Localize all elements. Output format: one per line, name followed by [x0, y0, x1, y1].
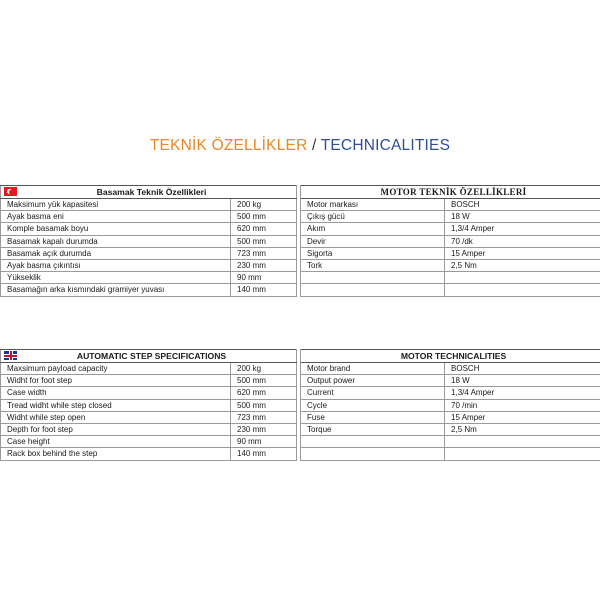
table-row — [1, 375, 600, 387]
english-spec-table — [0, 349, 600, 461]
table-row — [1, 223, 600, 235]
table-row — [1, 199, 600, 211]
step-label-cell: Rack box behind the step — [1, 448, 231, 460]
table-row — [1, 211, 600, 223]
step-label-cell: Widht for foot step — [1, 375, 231, 387]
step-value-cell: 620 mm — [231, 387, 297, 399]
motor-label-cell: Fuse — [301, 411, 445, 423]
step-value-cell: 200 kg — [231, 199, 297, 211]
table-row — [1, 448, 600, 460]
step-value-cell: 723 mm — [231, 247, 297, 259]
step-label-cell: Komple basamak boyu — [1, 223, 231, 235]
step-value-cell: 620 mm — [231, 223, 297, 235]
step-label-cell: Maksimum yük kapasitesi — [1, 199, 231, 211]
table-row — [1, 284, 600, 296]
motor-value-cell: 70 /min — [445, 399, 600, 411]
step-value-cell: 500 mm — [231, 211, 297, 223]
step-label-cell: Basamak açık durumda — [1, 247, 231, 259]
step-value-cell: 723 mm — [231, 411, 297, 423]
motor-label-cell: Motor brand — [301, 363, 445, 375]
step-label-cell: Widht while step open — [1, 411, 231, 423]
step-value-cell: 230 mm — [231, 423, 297, 435]
step-value-cell: 500 mm — [231, 375, 297, 387]
turkey-flag-icon — [4, 187, 17, 196]
motor-value-cell: 2,5 Nm — [445, 259, 600, 271]
tr-step-header: Basamak Teknik Özellikleri — [1, 186, 297, 199]
motor-value-cell — [445, 448, 600, 460]
motor-label-cell: Current — [301, 387, 445, 399]
motor-value-cell: BOSCH — [445, 199, 600, 211]
motor-label-cell: Output power — [301, 375, 445, 387]
motor-label-cell: Torque — [301, 423, 445, 435]
step-value-cell: 500 mm — [231, 235, 297, 247]
motor-value-cell: 18 W — [445, 211, 600, 223]
step-label-cell: Depth for foot step — [1, 423, 231, 435]
step-value-cell: 90 mm — [231, 272, 297, 284]
step-label-cell: Basamak kapalı durumda — [1, 235, 231, 247]
step-label-cell: Tread widht while step closed — [1, 399, 231, 411]
motor-value-cell: 18 W — [445, 375, 600, 387]
step-label-cell: Maxsimum payload capacity — [1, 363, 231, 375]
step-value-cell: 90 mm — [231, 436, 297, 448]
step-value-cell: 500 mm — [231, 399, 297, 411]
motor-label-cell: Cycle — [301, 399, 445, 411]
motor-label-cell — [301, 284, 445, 296]
tr-motor-header: MOTOR TEKNİK ÖZELLİKLERİ — [301, 186, 600, 199]
en-step-header: AUTOMATIC STEP SPECIFICATIONS — [1, 350, 297, 363]
motor-value-cell: 70 /dk — [445, 235, 600, 247]
motor-value-cell: BOSCH — [445, 363, 600, 375]
table-row — [1, 436, 600, 448]
table-row — [1, 423, 600, 435]
motor-value-cell: 1,3/4 Amper — [445, 387, 600, 399]
motor-value-cell — [445, 272, 600, 284]
table-row — [1, 363, 600, 375]
table-row — [1, 399, 600, 411]
table-row — [1, 272, 600, 284]
motor-value-cell — [445, 436, 600, 448]
motor-value-cell — [445, 284, 600, 296]
step-label-cell: Yükseklik — [1, 272, 231, 284]
table-row — [1, 259, 600, 271]
motor-label-cell: Motor markası — [301, 199, 445, 211]
motor-value-cell: 2,5 Nm — [445, 423, 600, 435]
uk-flag-icon — [4, 351, 17, 360]
title-separator: / — [307, 137, 321, 154]
step-label-cell: Basamağın arka kısmındaki gramiyer yuvası — [1, 284, 231, 296]
motor-label-cell — [301, 448, 445, 460]
motor-value-cell: 15 Amper — [445, 411, 600, 423]
motor-label-cell: Çıkış gücü — [301, 211, 445, 223]
table-row — [1, 411, 600, 423]
step-value-cell: 140 mm — [231, 448, 297, 460]
title-turkish: TEKNİK ÖZELLİKLER — [149, 137, 308, 154]
title-english: TECHNICALITIES — [320, 137, 451, 154]
motor-label-cell: Sigorta — [301, 247, 445, 259]
motor-label-cell — [301, 272, 445, 284]
step-value-cell: 230 mm — [231, 259, 297, 271]
step-label-cell: Ayak basma eni — [1, 211, 231, 223]
motor-value-cell: 15 Amper — [445, 247, 600, 259]
motor-label-cell: Akım — [301, 223, 445, 235]
step-label-cell: Case width — [1, 387, 231, 399]
step-value-cell: 140 mm — [231, 284, 297, 296]
table-row — [1, 247, 600, 259]
step-label-cell: Case height — [1, 436, 231, 448]
page-title — [0, 137, 600, 155]
en-motor-header: MOTOR TECHNICALITIES — [301, 350, 600, 363]
motor-value-cell: 1,3/4 Amper — [445, 223, 600, 235]
motor-label-cell — [301, 436, 445, 448]
step-value-cell: 200 kg — [231, 363, 297, 375]
step-label-cell: Ayak basma çıkıntısı — [1, 259, 231, 271]
motor-label-cell: Devir — [301, 235, 445, 247]
table-row — [1, 387, 600, 399]
motor-label-cell: Tork — [301, 259, 445, 271]
turkish-spec-table — [0, 185, 600, 297]
table-row — [1, 235, 600, 247]
